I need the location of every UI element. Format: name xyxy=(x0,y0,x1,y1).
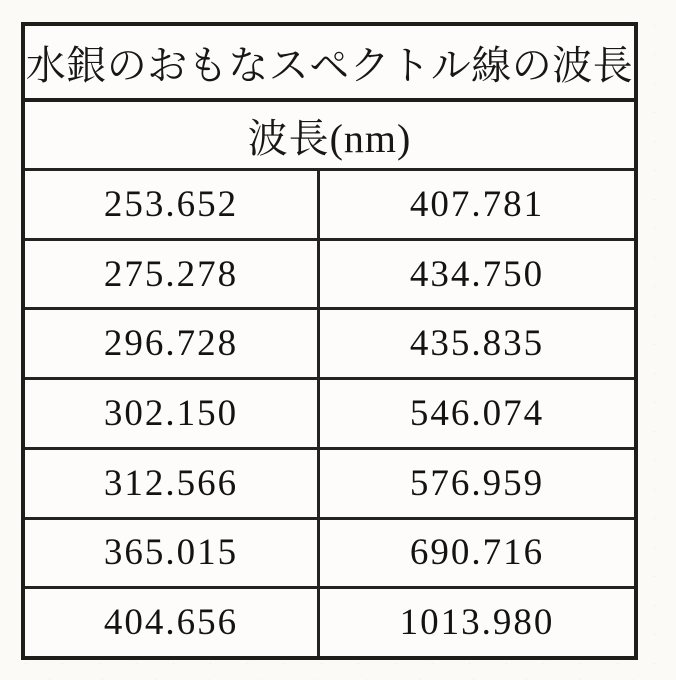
wavelength-value: 407.781 xyxy=(409,183,545,225)
wavelength-value: 296.728 xyxy=(25,310,320,377)
wavelength-value: 253.652 xyxy=(25,171,320,238)
wavelength-value: 690.716 xyxy=(409,532,545,574)
wavelength-value: 434.750 xyxy=(409,253,545,295)
table-row xyxy=(25,380,634,450)
wavelength-value: 365.015 xyxy=(25,520,320,587)
table-title: 水銀のおもなスペクトル線の波長 xyxy=(25,26,634,102)
table-column-header: 波長(nm) xyxy=(25,102,634,171)
wavelength-value: 546.074 xyxy=(409,393,545,435)
table-body xyxy=(25,171,634,656)
table-row xyxy=(25,310,634,380)
table-row xyxy=(25,241,634,311)
table-row xyxy=(25,171,634,241)
wavelength-value: 576.959 xyxy=(409,462,545,504)
wavelength-value: 404.656 xyxy=(25,589,320,656)
table-row xyxy=(25,589,634,656)
wavelength-value: 275.278 xyxy=(25,241,320,308)
wavelength-value: 435.835 xyxy=(409,323,545,365)
wavelength-value: 312.566 xyxy=(25,450,320,517)
wavelength-value: 1013.980 xyxy=(399,602,555,644)
wavelength-value: 302.150 xyxy=(25,380,320,447)
table-row xyxy=(25,520,634,590)
table-row xyxy=(25,450,634,520)
wavelength-table xyxy=(21,22,638,660)
